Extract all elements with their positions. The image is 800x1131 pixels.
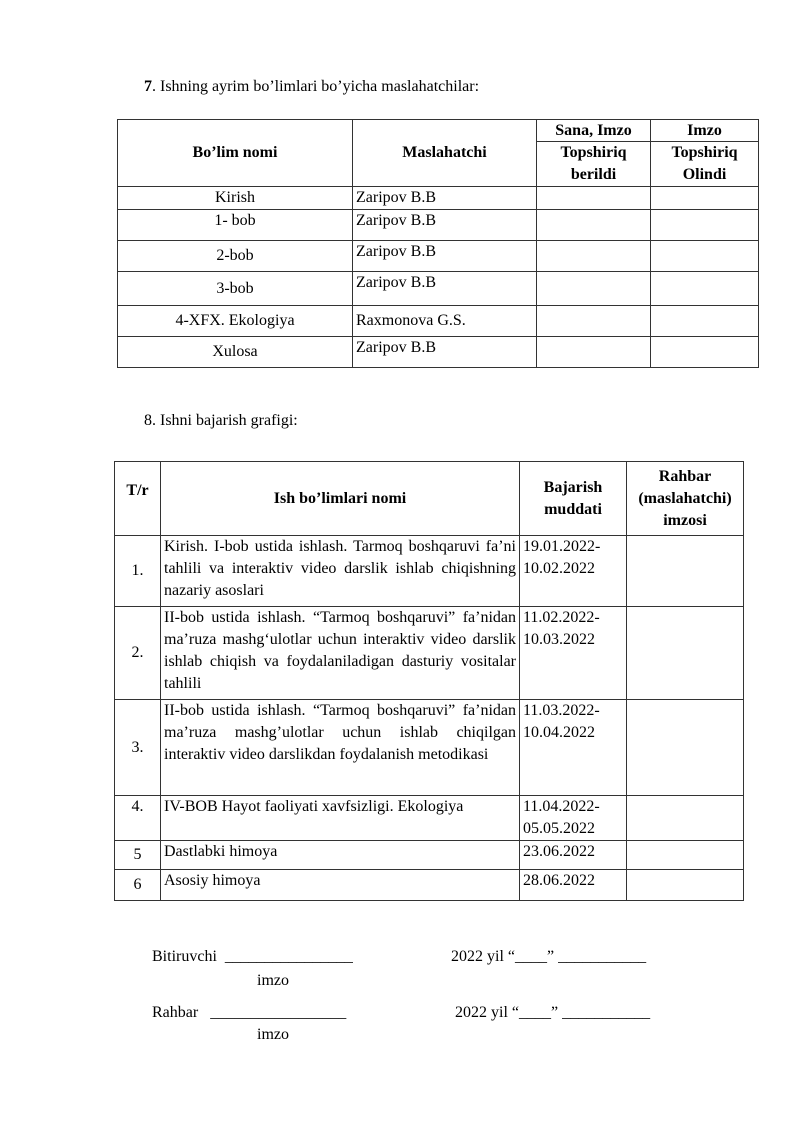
deadline: 23.06.2022 [520,841,627,870]
date-sign-cell [537,337,651,368]
work-description: II-bob ustida ishlash. “Tarmoq boshqaruvi” fa’nidan ma’ruza mashg‘ulotlar uchun interaktiv video darslik ishlab chiqish va foydalaniladigan dasturiy vositalar tahlili [161,607,520,700]
row-number: 6 [115,870,161,901]
table-row [115,536,744,607]
supervisor-sign-cell [627,841,744,870]
table-row [115,607,744,700]
supervisor-imzo-caption: imzo [257,1026,289,1043]
section7-number: 7 [144,78,152,95]
sign-cell [651,187,759,210]
consultant-name: Raxmonova G.S. [353,306,537,337]
row-number: 5 [115,841,161,870]
supervisor-sign-cell [627,796,744,841]
header-deadline: Bajarish muddati [520,462,627,536]
deadline: 28.06.2022 [520,870,627,901]
consultant-name: Zaripov B.B [353,337,537,368]
sign-cell [651,337,759,368]
date-sign-cell [537,241,651,272]
supervisor-sign-cell [627,607,744,700]
date-sign-cell [537,187,651,210]
table-row [118,306,759,337]
table-row [115,796,744,841]
deadline: 11.03.2022-10.04.2022 [520,700,627,796]
consultant-name: Zaripov B.B [353,241,537,272]
supervisor-label: Rahbar [152,1004,199,1021]
table-row [118,187,759,210]
sign-cell [651,241,759,272]
graduate-imzo-caption: imzo [257,972,289,989]
deadline: 11.04.2022-05.05.2022 [520,796,627,841]
date-sign-cell [537,306,651,337]
section-name: 2-bob [118,241,353,272]
header-task-received: Topshiriq Olindi [651,142,759,187]
sign-cell [651,306,759,337]
consultant-name: Zaripov B.B [353,187,537,210]
graduate-label: Bitiruvchi [152,948,217,965]
table-row [118,337,759,368]
table-row [118,272,759,306]
table-row [118,210,759,241]
supervisor-date: 2022 yil “____” ___________ [455,1004,651,1021]
supervisor-signature-line [152,1004,346,1022]
work-description: Asosiy himoya [161,870,520,901]
work-description: IV-BOB Hayot faoliyati xavfsizligi. Ekologiya [161,796,520,841]
date-sign-cell [537,210,651,241]
graduate-date: 2022 yil “____” ___________ [451,948,647,965]
header-task-given: Topshiriq berildi [537,142,651,187]
table-row [115,841,744,870]
consultant-name: Zaripov B.B [353,210,537,241]
header-sign: Imzo [651,120,759,142]
supervisor-underline: _________________ [210,1004,347,1021]
section7-title: . Ishning ayrim bo’limlari bo’yicha maslahatchilar: [152,78,480,95]
table-row [118,241,759,272]
section8-title: 8. Ishni bajarish grafigi: [144,412,298,429]
sign-cell [651,272,759,306]
section7-heading [144,78,479,96]
header-date-sign: Sana, Imzo [537,120,651,142]
sign-cell [651,210,759,241]
consultant-name: Zaripov B.B [353,272,537,306]
graduate-underline: ________________ [224,948,353,965]
schedule-table [114,461,744,901]
supervisor-sign-cell [627,870,744,901]
header-section-name: Bo’lim nomi [118,120,353,187]
section-name: Xulosa [118,337,353,368]
section-name: 4-XFX. Ekologiya [118,306,353,337]
consultants-table [117,119,759,368]
table-row [115,870,744,901]
section-name: Kirish [118,187,353,210]
header-consultant: Maslahatchi [353,120,537,187]
work-description: Dastlabki himoya [161,841,520,870]
row-number: 3. [115,700,161,796]
deadline: 11.02.2022-10.03.2022 [520,607,627,700]
work-description: II-bob ustida ishlash. “Tarmoq boshqaruvi” fa’nidan ma’ruza mashg’ulotlar uchun ishlab chiqilgan interaktiv video darslikdan foydalanish metodikasi [161,700,520,796]
date-sign-cell [537,272,651,306]
row-number: 2. [115,607,161,700]
deadline: 19.01.2022-10.02.2022 [520,536,627,607]
header-tr: T/r [115,462,161,536]
work-description: Kirish. I-bob ustida ishlash. Tarmoq boshqaruvi fa’ni tahlili va interaktiv video darslik ishlab chiqishning nazariy asoslari [161,536,520,607]
section-name: 3-bob [118,272,353,306]
row-number: 1. [115,536,161,607]
header-supervisor: Rahbar (maslahatchi) imzosi [627,462,744,536]
graduate-signature-line [152,948,353,966]
section-name: 1- bob [118,210,353,241]
table-row [115,700,744,796]
row-number: 4. [115,796,161,841]
supervisor-sign-cell [627,700,744,796]
header-work-name: Ish bo’limlari nomi [161,462,520,536]
supervisor-sign-cell [627,536,744,607]
